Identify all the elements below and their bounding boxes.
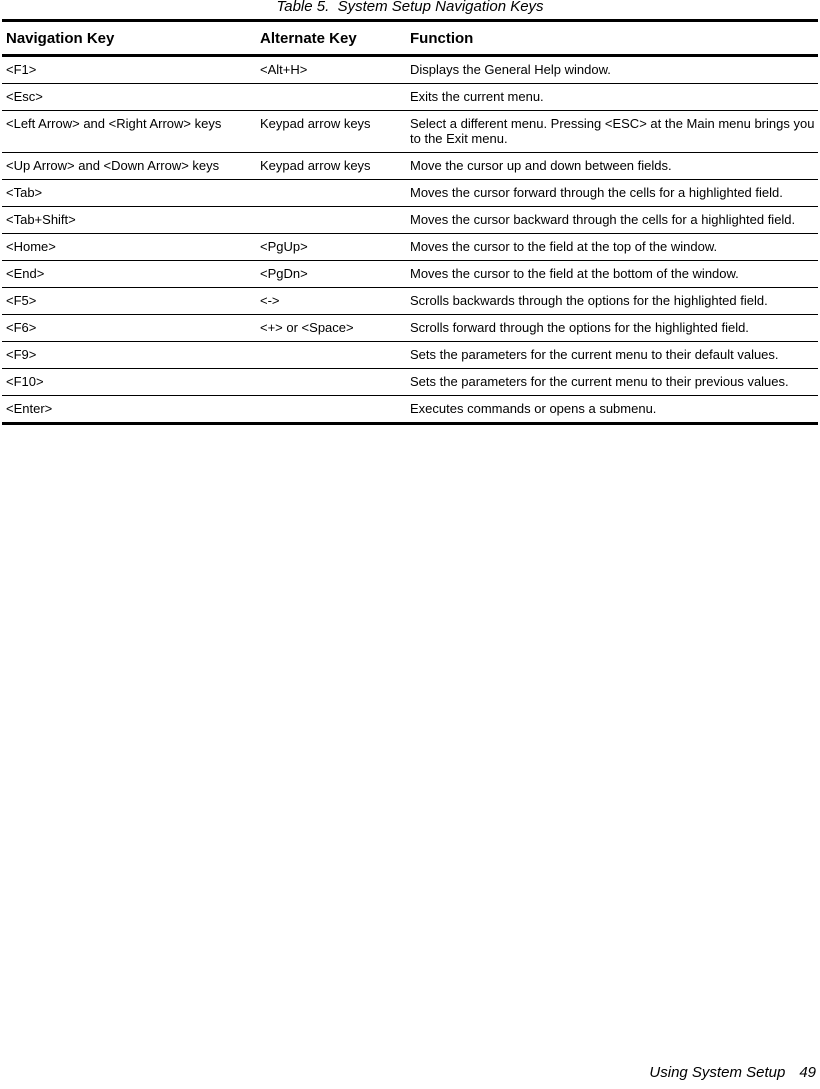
table-row	[2, 369, 818, 396]
navigation-key-cell: <Left Arrow> and <Right Arrow> keys	[6, 116, 222, 131]
header-row	[2, 21, 818, 56]
function-cell: Scrolls forward through the options for the highlighted field.	[410, 320, 749, 335]
table-row	[2, 315, 818, 342]
alternate-key-cell: <->	[260, 293, 280, 308]
function-cell: Moves the cursor forward through the cells for a highlighted field.	[410, 185, 783, 200]
alternate-key-cell	[256, 369, 406, 396]
function-cell: Move the cursor up and down between fields.	[410, 158, 672, 173]
alternate-key-cell	[256, 342, 406, 369]
page-number: 49	[799, 1064, 816, 1081]
function-cell: Scrolls backwards through the options for the highlighted field.	[410, 293, 768, 308]
table-row	[2, 56, 818, 84]
alternate-key-cell: <Alt+H>	[260, 62, 308, 77]
alternate-key-cell	[256, 207, 406, 234]
navigation-key-cell: <F5>	[6, 293, 37, 308]
table-row	[2, 111, 818, 153]
alternate-key-cell: <PgUp>	[260, 239, 308, 254]
navigation-key-cell: <End>	[6, 266, 45, 281]
table-row	[2, 180, 818, 207]
table-row	[2, 207, 818, 234]
function-cell: Executes commands or opens a submenu.	[410, 401, 657, 416]
navigation-keys-table	[2, 19, 818, 425]
alternate-key-cell	[256, 180, 406, 207]
function-cell: Exits the current menu.	[410, 89, 544, 104]
table-row	[2, 288, 818, 315]
navigation-key-cell: <Tab>	[6, 185, 43, 200]
table-caption: Table 5. System Setup Navigation Keys	[276, 0, 544, 15]
table-row	[2, 153, 818, 180]
header-navigation-key: Navigation Key	[6, 29, 115, 47]
table-row	[2, 84, 818, 111]
header-function: Function	[410, 29, 474, 47]
function-cell: Select a different menu. Pressing <ESC> at the Main menu brings you to the Exit menu.	[410, 116, 815, 146]
table-row	[2, 234, 818, 261]
navigation-key-cell: <Enter>	[6, 401, 53, 416]
function-cell: Moves the cursor to the field at the top of the window.	[410, 239, 718, 254]
footer-section-title: Using System Setup	[649, 1064, 786, 1081]
navigation-key-cell: <Esc>	[6, 89, 43, 104]
navigation-key-cell: <Up Arrow> and <Down Arrow> keys	[6, 158, 220, 173]
function-cell: Moves the cursor backward through the cells for a highlighted field.	[410, 212, 796, 227]
navigation-key-cell: <F6>	[6, 320, 37, 335]
navigation-key-cell: <F10>	[6, 374, 44, 389]
alternate-key-cell	[256, 84, 406, 111]
function-cell: Moves the cursor to the field at the bottom of the window.	[410, 266, 739, 281]
function-cell: Displays the General Help window.	[410, 62, 611, 77]
navigation-key-cell: <F9>	[6, 347, 37, 362]
alternate-key-cell: <+> or <Space>	[260, 320, 354, 335]
function-cell: Sets the parameters for the current menu to their default values.	[410, 347, 779, 362]
navigation-key-cell: <F1>	[6, 62, 37, 77]
table-row	[2, 342, 818, 369]
navigation-keys-table-container	[2, 19, 818, 425]
function-cell: Sets the parameters for the current menu to their previous values.	[410, 374, 789, 389]
page-footer	[649, 1064, 816, 1081]
alternate-key-cell: Keypad arrow keys	[260, 116, 371, 131]
header-alternate-key: Alternate Key	[260, 29, 357, 47]
alternate-key-cell: <PgDn>	[260, 266, 308, 281]
navigation-key-cell: <Home>	[6, 239, 56, 254]
table-row	[2, 396, 818, 424]
alternate-key-cell: Keypad arrow keys	[260, 158, 371, 173]
table-row	[2, 261, 818, 288]
alternate-key-cell	[256, 396, 406, 424]
table-header	[2, 21, 818, 56]
table-body	[2, 56, 818, 424]
navigation-key-cell: <Tab+Shift>	[6, 212, 76, 227]
